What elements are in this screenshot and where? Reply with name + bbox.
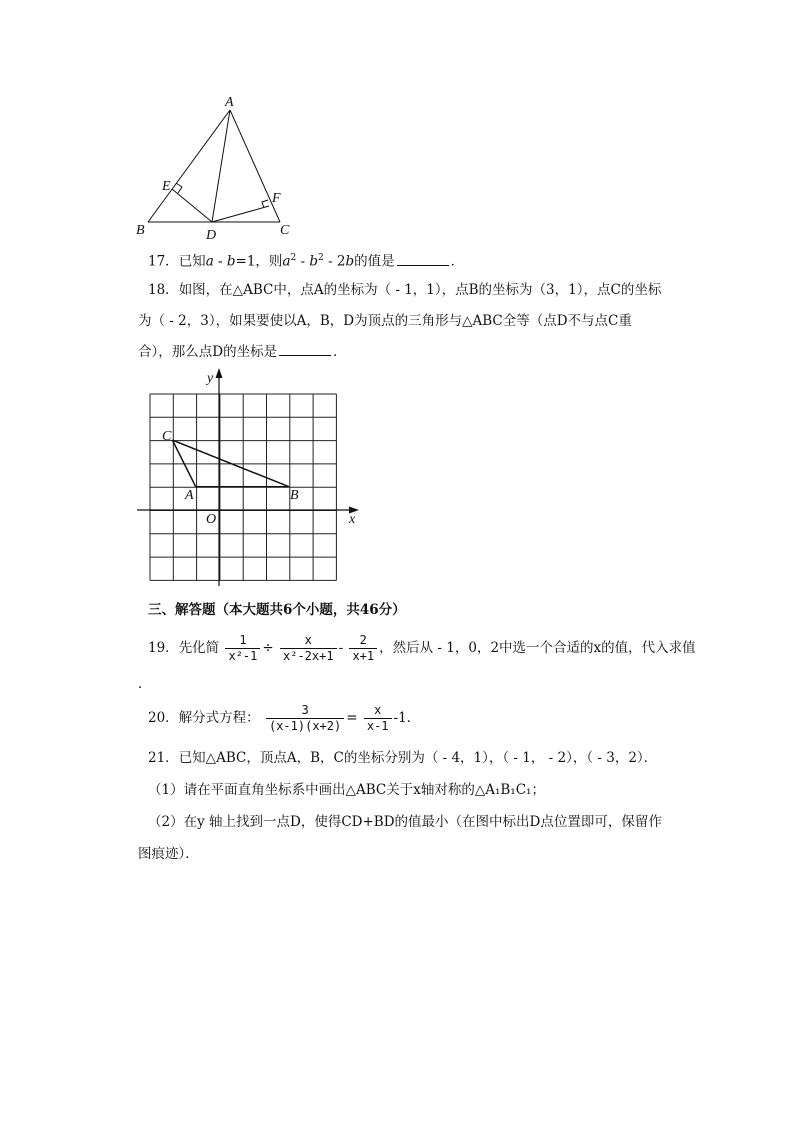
q17-expr-mid2: - 2 <box>323 253 346 270</box>
q18-line1: 如图，在△ABC中，点A的坐标为（ - 1，1），点B的坐标为（3，1），点C的坐标 <box>178 282 662 298</box>
segment-df <box>212 206 269 222</box>
y-axis-arrow <box>216 368 223 378</box>
q21-number: 21． <box>148 750 179 766</box>
q17-number: 17． <box>148 253 179 270</box>
q19-fraction-3: $\frac{2}{x+1}$ <box>349 633 377 664</box>
point-label-c: C <box>162 429 172 444</box>
axis-x-label: x <box>349 512 356 527</box>
label-a: A <box>225 95 234 110</box>
question-21 <box>148 748 657 768</box>
question-18-line3 <box>138 342 347 362</box>
q19-prefix: 先化简 <box>178 640 220 656</box>
q20-prefix: 解分式方程： <box>178 710 260 726</box>
question-21-sub2-line2: 图痕迹）． <box>138 846 199 862</box>
segment-ab <box>148 110 230 222</box>
q18-answer-blank[interactable] <box>279 343 331 356</box>
q20-fraction-1: $\frac{3}{(x-1)(x+2)}$ <box>266 703 344 734</box>
point-label-b: B <box>290 488 299 503</box>
q18-line3-end: ． <box>333 344 347 360</box>
q18-line2: 为（ - 2，3），如果要使以A，B，D为顶点的三角形与△ABC全等（点D不与点C重 <box>138 313 632 329</box>
q17-expr-c: b <box>345 253 355 270</box>
question-21-sub1: （1）请在平面直角坐标系中画出△ABC关于x轴对称的△A₁B₁C₁； <box>148 782 545 798</box>
q20-suffix: -1． <box>393 710 421 726</box>
triangle-figure <box>130 92 300 244</box>
question-18-line2 <box>138 311 632 331</box>
point-label-a: A <box>185 488 194 503</box>
section-3-title: 三、解答题（本大题共6个小题，共46分） <box>148 602 406 618</box>
q17-answer-blank[interactable] <box>397 253 449 266</box>
q17-eq: =1，则 <box>235 253 283 270</box>
label-f: F <box>272 191 281 206</box>
q19-op2: - <box>338 640 344 656</box>
q17-end: ． <box>450 253 465 270</box>
question-17: 17．已知a - b=1，则$a^2 - b^2 - 2b$的值是 ． <box>148 253 465 270</box>
q17-given: a - b <box>205 253 236 270</box>
q20-eq: = <box>346 710 358 726</box>
q21-line1: 已知△ABC，顶点A，B，C的坐标分别为（ - 4，1），（ - 1， - 2），（ - 3，2）． <box>178 750 658 766</box>
label-b: B <box>136 223 145 238</box>
question-19-line2: ． <box>138 676 152 692</box>
segment-de <box>172 189 212 222</box>
q19-fraction-1: $\frac{1}{\text{x²-1}}$ <box>225 633 260 664</box>
q17-prefix: 已知 <box>178 253 206 270</box>
q17-suffix: 的值是 <box>354 253 395 270</box>
q18-line3-pre: 合），那么点D的坐标是 <box>138 344 278 360</box>
question-21-sub2: （2）在y 轴上找到一点D，使得CD+BD的值最小（在图中标出D点位置即可，保留作 <box>148 814 662 830</box>
coordinate-grid-figure <box>135 368 365 590</box>
q19-number: 19． <box>148 640 179 656</box>
q20-fraction-2: $\frac{x}{x-1}$ <box>364 703 392 734</box>
question-19 <box>148 630 696 666</box>
label-e: E <box>162 179 171 194</box>
question-20 <box>148 700 420 736</box>
label-d: D <box>206 228 217 243</box>
label-c: C <box>280 223 290 238</box>
segment-ad <box>212 110 230 222</box>
q19-fraction-2: $\frac{x}{\text{x²-2x+1}}$ <box>280 633 337 664</box>
q19-op1: ÷ <box>262 640 274 656</box>
q17-expr-b: b <box>309 253 319 270</box>
right-angle-e <box>176 183 182 193</box>
question-18-line1 <box>148 280 661 300</box>
q20-number: 20． <box>148 710 179 726</box>
origin-label: O <box>206 512 217 527</box>
q18-number: 18． <box>148 282 179 298</box>
q17-expr-a: a <box>282 253 291 270</box>
q19-suffix: ，然后从 - 1，0，2中选一个合适的x的值，代入求值 <box>379 640 696 656</box>
q17-expr-mid: - <box>296 253 310 270</box>
axis-y-label: y <box>207 371 214 386</box>
